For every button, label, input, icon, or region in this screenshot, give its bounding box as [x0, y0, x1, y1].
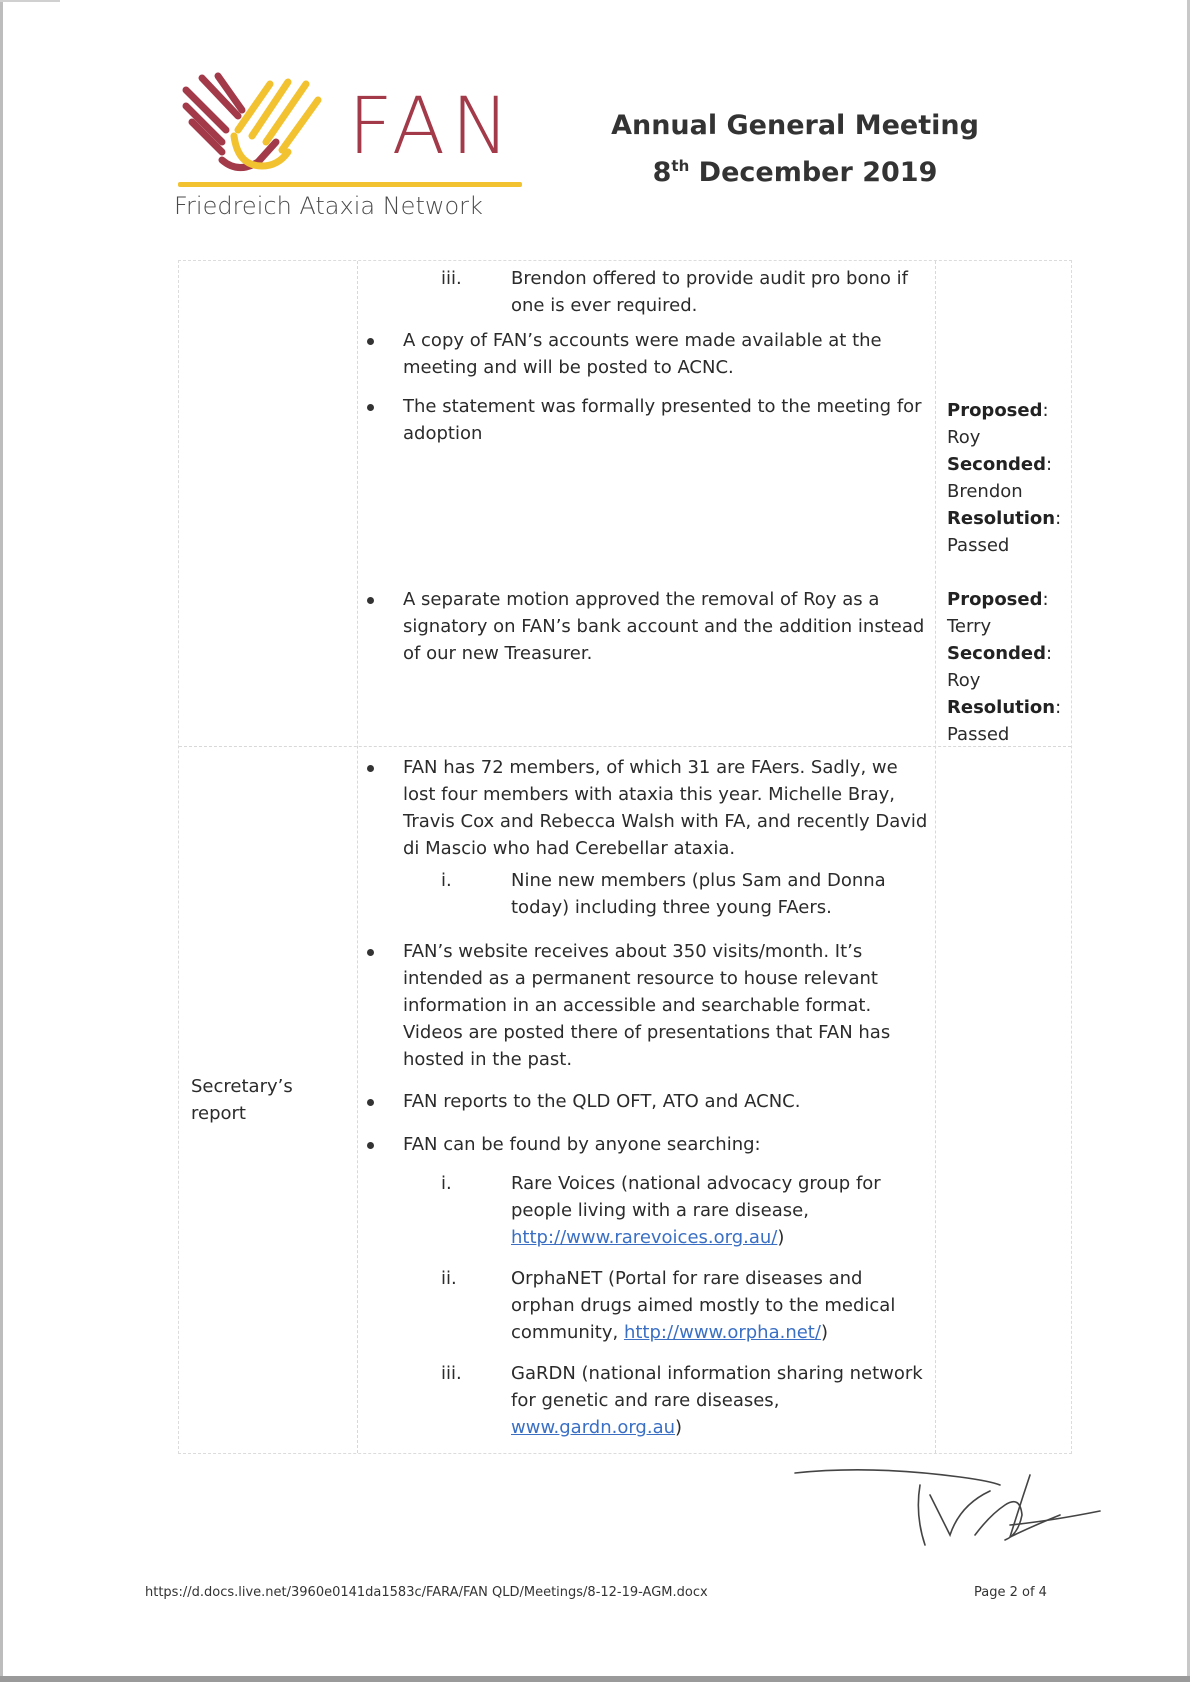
motion-proposed-value: Roy	[947, 427, 981, 448]
motion-proposed: Proposed:	[947, 400, 1049, 421]
logo-tagline: Friedreich Ataxia Network	[174, 192, 483, 220]
page-title	[600, 106, 990, 193]
list-item-text: OrphaNET (Portal for rare diseases and	[511, 1268, 863, 1289]
list-item-text: The statement was formally presented to the meeting for	[403, 396, 922, 417]
list-item-text: adoption	[403, 423, 483, 444]
list-item-text: community, http://www.orpha.net/)	[511, 1322, 828, 1343]
list-item-text: today) including three young FAers.	[511, 897, 832, 918]
section-label: report	[191, 1103, 246, 1124]
bullet-icon	[367, 765, 374, 772]
signature	[790, 1455, 1110, 1555]
list-marker: iii.	[441, 268, 462, 289]
list-marker: i.	[441, 870, 452, 891]
motion-seconded: Seconded:	[947, 454, 1053, 475]
list-item-text: people living with a rare disease,	[511, 1200, 809, 1221]
bullet-icon	[367, 1142, 374, 1149]
motion-resolution-value: Passed	[947, 724, 1010, 745]
list-item-text: Nine new members (plus Sam and Donna	[511, 870, 886, 891]
list-item-text: orphan drugs aimed mostly to the medical	[511, 1295, 896, 1316]
list-item-text: of our new Treasurer.	[403, 643, 593, 664]
section-label: Secretary’s	[191, 1076, 293, 1097]
title-line-2: 8th December 2019	[652, 157, 938, 188]
motion-seconded: Seconded:	[947, 643, 1053, 664]
list-item-text: GaRDN (national information sharing network	[511, 1363, 923, 1384]
list-item-text: intended as a permanent resource to house relevant	[403, 968, 878, 989]
list-item-text: lost four members with ataxia this year. Michelle Bray,	[403, 784, 896, 805]
motion-proposed: Proposed:	[947, 589, 1049, 610]
motion-resolution: Resolution:	[947, 508, 1062, 529]
bullet-icon	[367, 1099, 374, 1106]
logo-underline	[178, 182, 522, 187]
list-item-text: FAN has 72 members, of which 31 are FAers. Sadly, we	[403, 757, 898, 778]
list-item-text: Brendon offered to provide audit pro bono if	[511, 268, 908, 289]
footer-file-path: https://d.docs.live.net/3960e0141da1583c/FARA/FAN QLD/Meetings/8-12-19-AGM.docx	[145, 1585, 708, 1600]
list-item-text: hosted in the past.	[403, 1049, 573, 1070]
row-divider	[179, 746, 1071, 747]
list-item-text: one is ever required.	[511, 295, 698, 316]
column-divider	[935, 261, 936, 1453]
link-gardn[interactable]: www.gardn.org.au	[511, 1417, 676, 1438]
hands-logo-icon	[178, 70, 348, 182]
list-item-text: FAN reports to the QLD OFT, ATO and ACNC.	[403, 1091, 801, 1112]
scan-edge	[0, 1676, 1190, 1682]
list-item-text: FAN’s website receives about 350 visits/month. It’s	[403, 941, 863, 962]
list-marker: ii.	[441, 1268, 457, 1289]
list-item-text: signatory on FAN’s bank account and the addition instead	[403, 616, 925, 637]
list-item-text: A copy of FAN’s accounts were made available at the	[403, 330, 882, 351]
list-item-text: Rare Voices (national advocacy group for	[511, 1173, 881, 1194]
scan-edge	[0, 0, 3, 1682]
page-number: Page 2 of 4	[974, 1585, 1047, 1600]
title-line-1: Annual General Meeting	[611, 110, 979, 141]
scan-edge	[0, 0, 60, 2]
list-marker: i.	[441, 1173, 452, 1194]
motion-resolution-value: Passed	[947, 535, 1010, 556]
list-item-text: Videos are posted there of presentations that FAN has	[403, 1022, 891, 1043]
bullet-icon	[367, 597, 374, 604]
list-item-text: di Mascio who had Cerebellar ataxia.	[403, 838, 736, 859]
list-item-text: http://www.rarevoices.org.au/)	[511, 1227, 785, 1248]
bullet-icon	[367, 404, 374, 411]
list-item-text: meeting and will be posted to ACNC.	[403, 357, 734, 378]
list-item-text: information in an accessible and searchable format.	[403, 995, 872, 1016]
motion-seconded-value: Roy	[947, 670, 981, 691]
list-item-text: FAN can be found by anyone searching:	[403, 1134, 761, 1155]
minutes-table	[178, 260, 1072, 1454]
list-marker: iii.	[441, 1363, 462, 1384]
fan-logo	[174, 70, 523, 230]
column-divider	[357, 261, 358, 1453]
link-rarevoices[interactable]: http://www.rarevoices.org.au/	[511, 1227, 778, 1248]
list-item-text: A separate motion approved the removal of Roy as a	[403, 589, 880, 610]
bullet-icon	[367, 949, 374, 956]
motion-resolution: Resolution:	[947, 697, 1062, 718]
bullet-icon	[367, 338, 374, 345]
list-item-text: www.gardn.org.au)	[511, 1417, 683, 1438]
motion-seconded-value: Brendon	[947, 481, 1023, 502]
list-item-text: for genetic and rare diseases,	[511, 1390, 780, 1411]
link-orphanet[interactable]: http://www.orpha.net/	[623, 1322, 821, 1343]
motion-proposed-value: Terry	[947, 616, 992, 637]
logo-wordmark: FAN	[348, 82, 516, 172]
list-item-text: Travis Cox and Rebecca Walsh with FA, and recently David	[403, 811, 928, 832]
